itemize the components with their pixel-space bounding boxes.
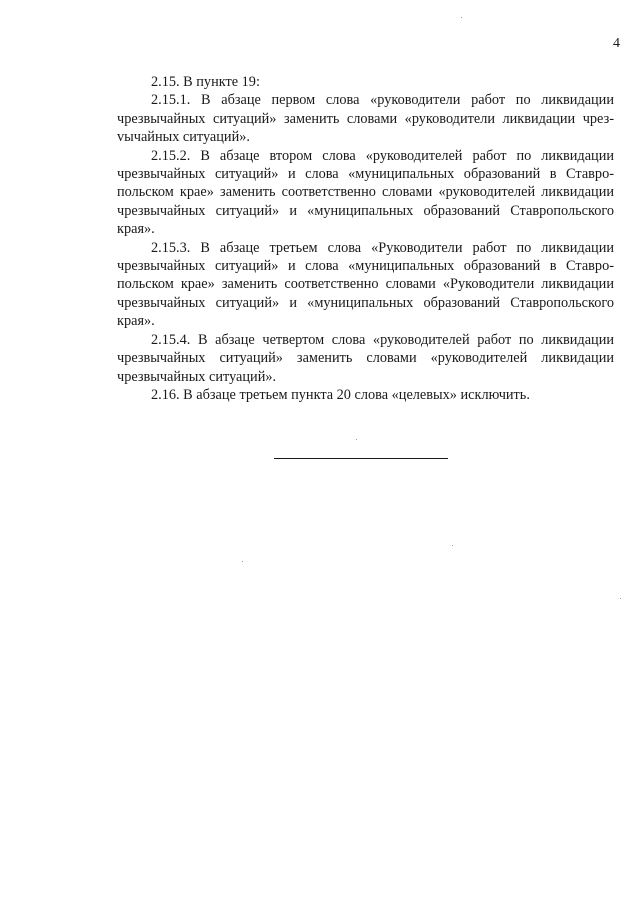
scan-speck: [356, 439, 357, 440]
paragraph-2-15-1: 2.15.1. В абзаце первом слова «руководители работ по ликвидации чрезвычайных ситуаций» заменить словами «руководители ликвидации чрезvычайных ситуаций».: [117, 92, 614, 146]
paragraph-2-15: 2.15. В пункте 19:: [151, 74, 260, 90]
page-number: 4: [613, 36, 620, 51]
paragraph-2-15-2: 2.15.2. В абзаце втором слова «руководителей работ по ликвидации чрезвычайных ситуаций» и слова «муниципальных образований в Ставропольском крае» заменить соответственно словами «руководителей ликвидации чрезвычайных ситуаций» и «муниципальных образований Ставропольского края».: [117, 147, 614, 238]
scan-speck: [242, 561, 243, 562]
scan-speck: [620, 598, 621, 599]
document-body: [117, 73, 614, 404]
scan-speck: [461, 17, 462, 18]
scan-speck: [452, 545, 453, 546]
paragraph-2-15-4: 2.15.4. В абзаце четвертом слова «руководителей работ по ликвидации чрезвычайных ситуаций» заменить словами «руководителей ликвидации чрезвычайных ситуаций».: [117, 331, 614, 385]
paragraph-2-16: 2.16. В абзаце третьем пункта 20 слова «целевых» исключить.: [151, 386, 530, 403]
end-of-text-rule: [274, 458, 448, 459]
paragraph-2-15-3: 2.15.3. В абзаце третьем слова «Руководители работ по ликвидации чрезвычайных ситуаций» и слова «муниципальных образований в Ставропольском крае» заменить соответственно словами «Руководители ликвидации чрезвычайных ситуаций» и «муниципальных образований Ставропольского края».: [117, 239, 614, 330]
